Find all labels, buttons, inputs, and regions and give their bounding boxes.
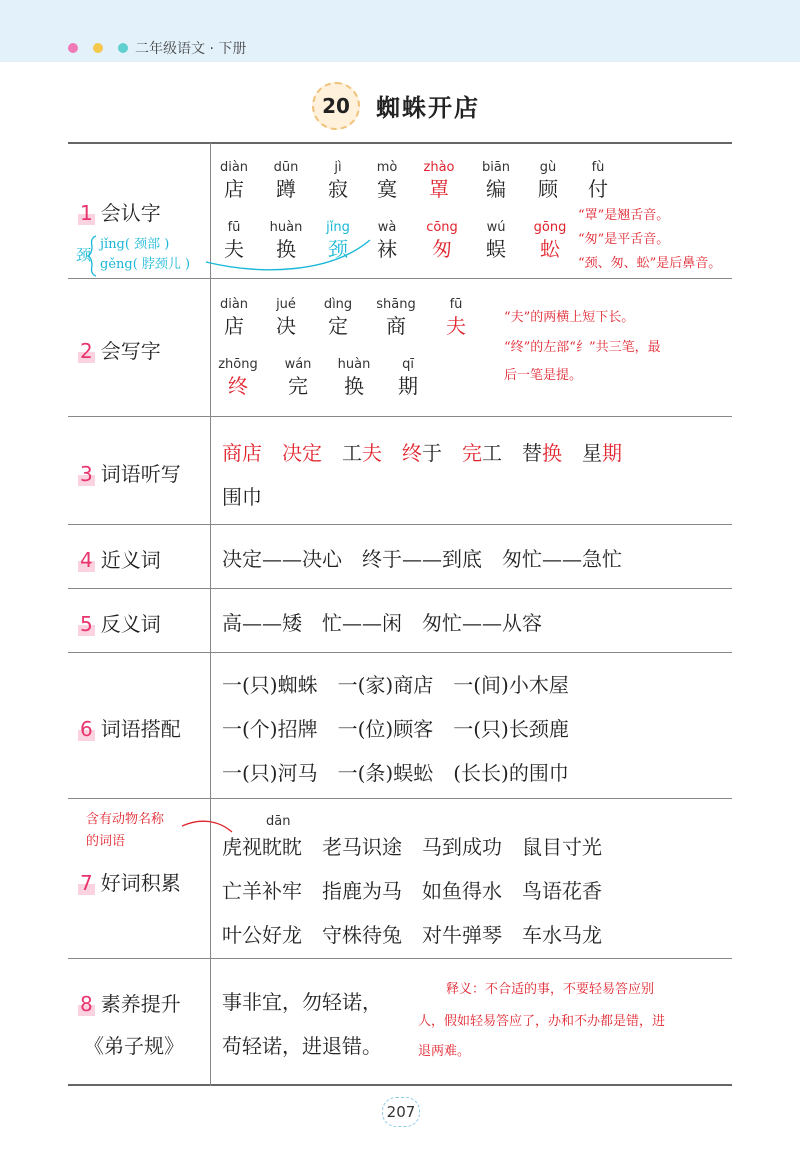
char-cell: wà 袜 xyxy=(377,220,397,261)
char-cell: fū 夫 xyxy=(446,297,466,338)
antonyms: 高——矮 忙——闲 匆忙——从容 xyxy=(222,611,542,635)
polyphone-reading-2: gěng( 脖颈儿 ) xyxy=(100,257,191,272)
section-5-label: 5 反义词 xyxy=(80,612,161,636)
char-cell: shāng 商 xyxy=(376,297,416,338)
char-cell: diàn 店 xyxy=(219,297,249,338)
row-divider xyxy=(68,652,732,653)
char-cell: dìng 定 xyxy=(323,297,353,338)
char-cell: jǐng 颈 xyxy=(326,220,350,261)
row-divider xyxy=(68,798,732,799)
section-7-label: 7 好词积累 xyxy=(80,871,181,895)
row-divider xyxy=(68,416,732,417)
char-cell: mò 寞 xyxy=(376,160,398,201)
writing-note: 后一笔是提。 xyxy=(504,368,583,383)
idiom-note: 的词语 xyxy=(86,834,126,849)
writing-note: “夫”的两横上短下长。 xyxy=(504,310,635,325)
pronunciation-note: “匆”是平舌音。 xyxy=(578,232,670,247)
char-cell: gōng 蚣 xyxy=(533,220,567,261)
char-cell: fū 夫 xyxy=(224,220,244,261)
idiom-line: 亡羊补牢 指鹿为马 如鱼得水 鸟语花香 xyxy=(222,879,602,903)
row-divider xyxy=(68,958,732,959)
collocation-line: 一(只)河马 一(条)蜈蚣 (长长)的围巾 xyxy=(222,761,569,785)
section-8-label: 8 素养提升 xyxy=(80,992,181,1016)
book-title: 二年级语文 · 下册 xyxy=(135,41,247,57)
idiom-note: 含有动物名称 xyxy=(86,812,165,827)
char-cell: huàn 换 xyxy=(337,357,371,398)
classic-line: 事非宜，勿轻诺， xyxy=(222,990,382,1014)
dictation-words-line-2: 围巾 xyxy=(222,485,262,509)
polyphone-reading-1: jǐng( 颈部 ) xyxy=(100,237,170,252)
char-cell: zhào 罩 xyxy=(423,160,455,201)
collocation-line: 一(只)蜘蛛 一(家)商店 一(间)小木屋 xyxy=(222,673,569,697)
writing-note: “终”的左部“纟”共三笔，最 xyxy=(504,340,661,355)
lesson-title: 蜘蛛开店 xyxy=(376,94,480,122)
collocation-line: 一(个)招牌 一(位)顾客 一(只)长颈鹿 xyxy=(222,717,569,741)
idiom-line: 叶公好龙 守株待兔 对牛弹琴 车水马龙 xyxy=(222,923,602,947)
idiom-pinyin: dān xyxy=(266,814,291,829)
pronunciation-note: “颈、匆、蚣”是后鼻音。 xyxy=(578,256,722,271)
meaning-note: 人，假如轻易答应了，办和不办都是错，进 xyxy=(418,1014,666,1029)
dictation-words-line-1: 商店 决定 工夫 终于 完工 替换 星期 xyxy=(222,441,622,465)
char-cell: jì 寂 xyxy=(328,160,348,201)
table-top-border xyxy=(68,142,732,144)
section-6-label: 6 词语搭配 xyxy=(80,717,181,741)
char-cell: cōng 匆 xyxy=(426,220,458,261)
char-cell: fù 付 xyxy=(588,160,608,201)
char-cell: diàn 店 xyxy=(219,160,249,201)
char-cell: zhōng 终 xyxy=(218,357,258,398)
header-band xyxy=(0,0,800,62)
section-4-label: 4 近义词 xyxy=(80,548,161,572)
char-cell: wán 完 xyxy=(284,357,312,398)
row-divider xyxy=(68,278,732,279)
meaning-note: 释义：不合适的事，不要轻易答应别 xyxy=(446,982,655,997)
meaning-note: 退两难。 xyxy=(418,1044,471,1059)
char-cell: biān 编 xyxy=(481,160,511,201)
row-divider xyxy=(68,588,732,589)
column-divider xyxy=(210,143,211,1086)
char-cell: huàn 换 xyxy=(269,220,303,261)
classic-line: 苟轻诺，进退错。 xyxy=(222,1034,382,1058)
row-divider xyxy=(68,524,732,525)
char-cell: gù 顾 xyxy=(538,160,558,201)
char-cell: wú 蜈 xyxy=(486,220,506,261)
section-2-label: 2 会写字 xyxy=(80,339,161,363)
decor-dot-teal xyxy=(118,43,128,53)
lesson-number: 20 xyxy=(312,82,360,130)
idiom-line: 虎视眈眈 老马识途 马到成功 鼠目寸光 xyxy=(222,835,602,859)
section-8-source: 《弟子规》 xyxy=(84,1034,184,1058)
decor-dot-yellow xyxy=(93,43,103,53)
decor-dot-pink xyxy=(68,43,78,53)
pronunciation-note: “罩”是翘舌音。 xyxy=(578,208,670,223)
page-number: 207 xyxy=(382,1097,420,1127)
char-cell: jué 决 xyxy=(276,297,296,338)
section-1-label: 1 会认字 xyxy=(80,201,161,225)
polyphone-char: 颈 xyxy=(76,246,92,264)
synonyms: 决定——决心 终于——到底 匆忙——急忙 xyxy=(222,547,622,571)
section-3-label: 3 词语听写 xyxy=(80,462,181,486)
char-cell: qī 期 xyxy=(398,357,418,398)
char-cell: dūn 蹲 xyxy=(273,160,299,201)
table-bottom-border xyxy=(68,1084,732,1086)
